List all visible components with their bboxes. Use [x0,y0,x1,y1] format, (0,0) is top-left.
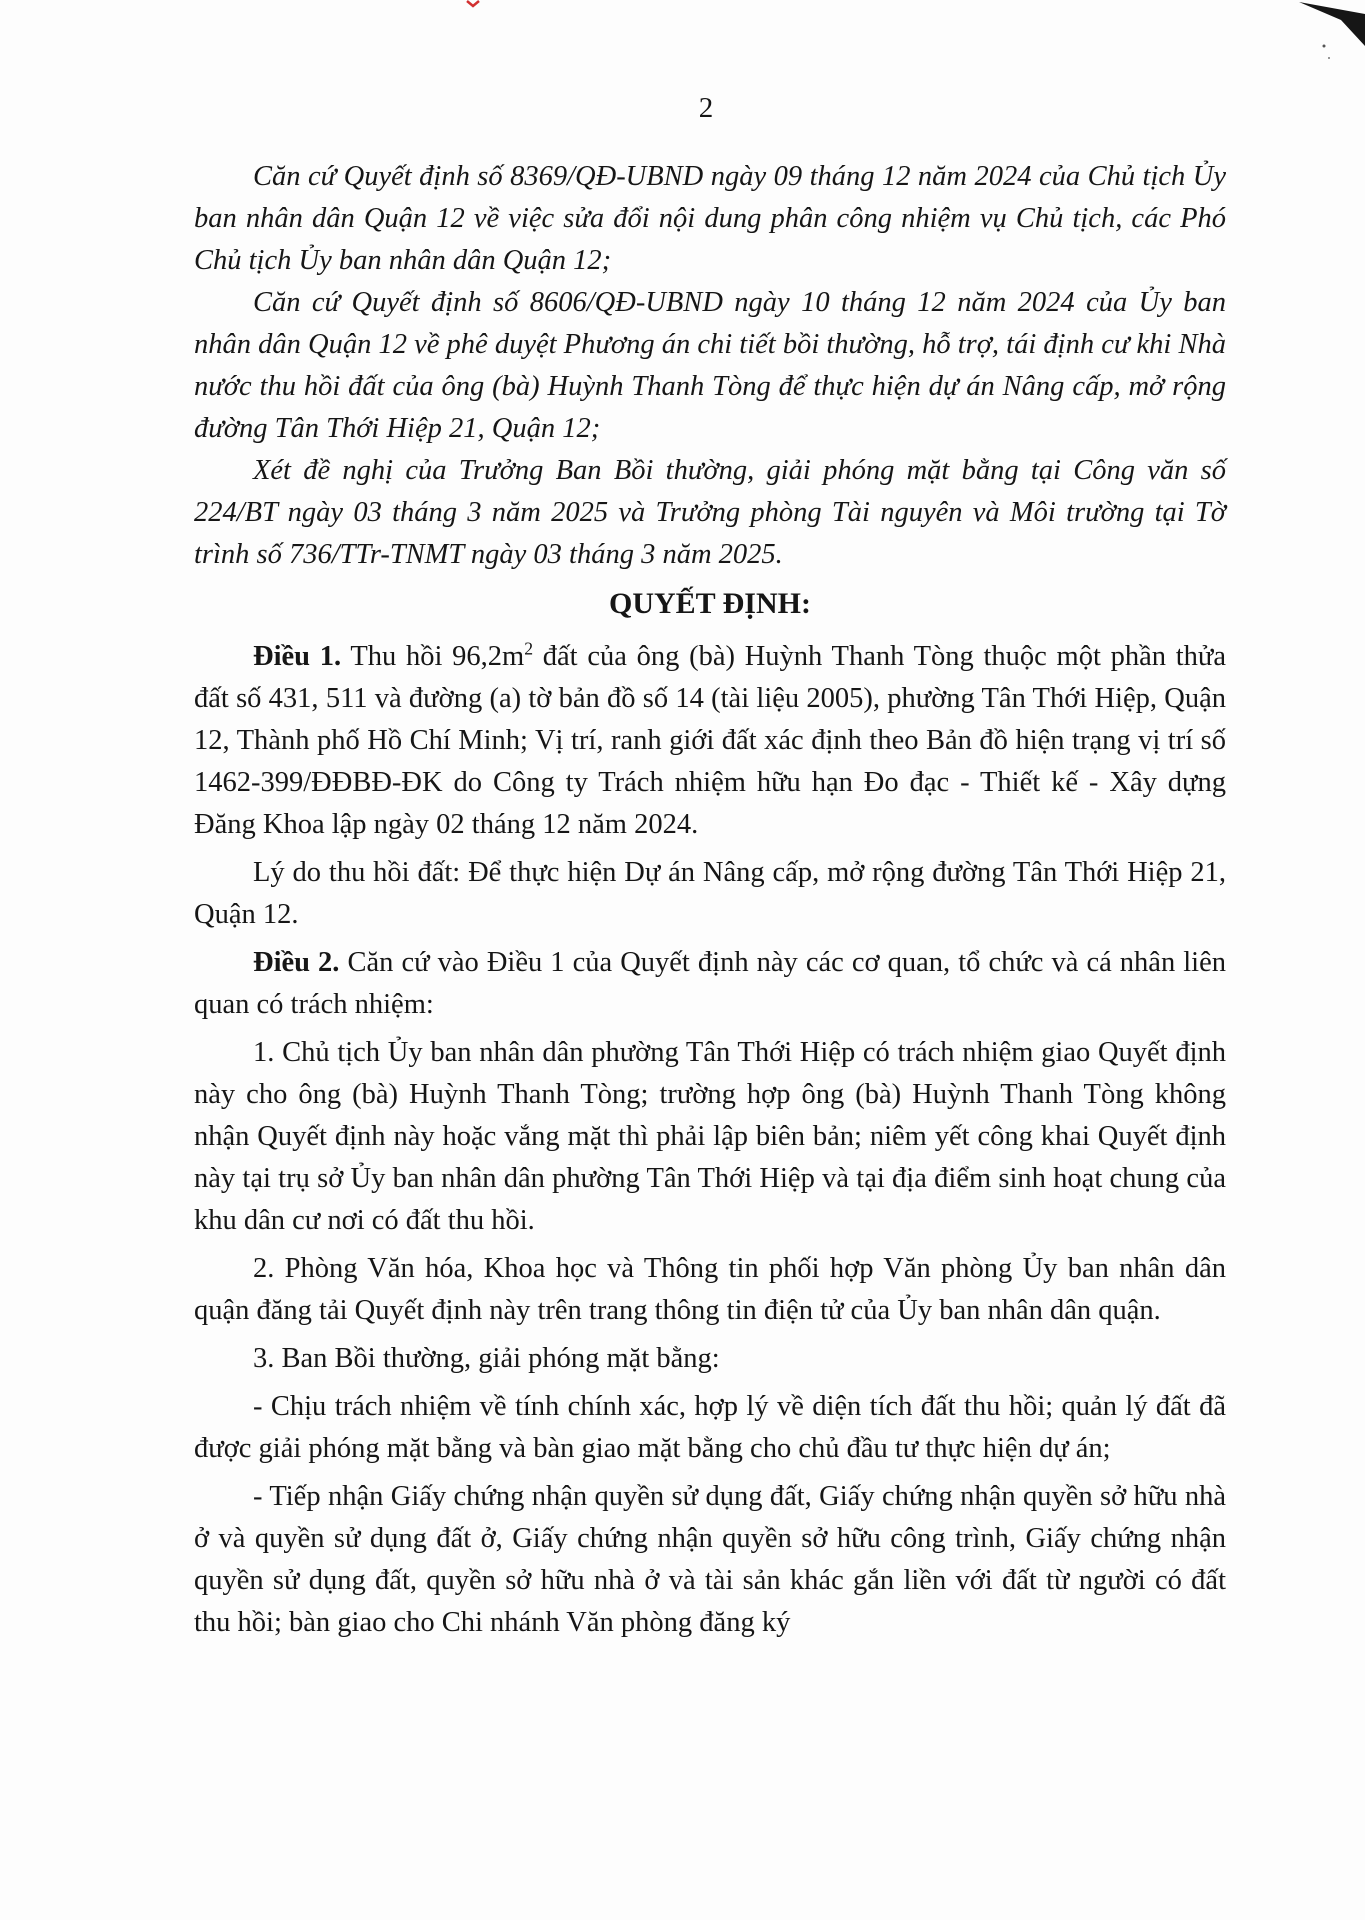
red-corner-mark [466,0,480,8]
scan-corner-fold [1255,0,1365,70]
article-1-text-end: đất của ông (bà) Huỳnh Thanh Tòng thuộc một phần thửa đất số 431, 511 và đường (a) tờ bản đồ số 14 (tài liệu 2005), phường Tân Thới Hiệp, Quận 12, Thành phố Hồ Chí Minh; Vị trí, ranh giới đất xác định theo Bản đồ hiện trạng vị trí số 1462-399/ĐĐBĐ-ĐK do Công ty Trách nhiệm hữu hạn Đo đạc - Thiết kế - Xây dựng Đăng Khoa lập ngày 02 tháng 12 năm 2024. [194,641,1227,840]
article-2-item-2: 2. Phòng Văn hóa, Khoa học và Thông tin phối hợp Văn phòng Ủy ban nhân dân quận đăng tải Quyết định này trên trang thông tin điện tử của Ủy ban nhân dân quận. [194,1253,1226,1326]
document-body [194,156,1226,1644]
article-2-item-3-bullet-1: - Chịu trách nhiệm về tính chính xác, hợp lý về diện tích đất thu hồi; quản lý đất đã được giải phóng mặt bằng và bàn giao mặt bằng cho chủ đầu tư thực hiện dự án; [194,1391,1226,1464]
article-1-paragraph [194,636,1226,846]
article-1-text-start: Thu hồi 96,2m [341,641,525,672]
article-2-text: Căn cứ vào Điều 1 của Quyết định này các cơ quan, tổ chức và cá nhân liên quan có trách nhiệm: [194,947,1227,1020]
preamble-paragraph-2: Căn cứ Quyết định số 8606/QĐ-UBND ngày 10 tháng 12 năm 2024 của Ủy ban nhân dân Quận 12 về phê duyệt Phương án chi tiết bồi thường, hỗ trợ, tái định cư khi Nhà nước thu hồi đất của ông (bà) Huỳnh Thanh Tòng để thực hiện dự án Nâng cấp, mở rộng đường Tân Thới Hiệp 21, Quận 12; [194,287,1226,444]
article-2-paragraph [194,942,1226,1026]
preamble-paragraph-1: Căn cứ Quyết định số 8369/QĐ-UBND ngày 09 tháng 12 năm 2024 của Chủ tịch Ủy ban nhân dân Quận 12 về việc sửa đổi nội dung phân công nhiệm vụ Chủ tịch, các Phó Chủ tịch Ủy ban nhân dân Quận 12; [194,161,1226,276]
area-unit-superscript: 2 [524,638,534,659]
article-2-item-3-bullet-2: - Tiếp nhận Giấy chứng nhận quyền sử dụng đất, Giấy chứng nhận quyền sở hữu nhà ở và quyền sử dụng đất ở, Giấy chứng nhận quyền sở hữu công trình, Giấy chứng nhận quyền sử dụng đất, quyền sở hữu nhà ở và tài sản khác gắn liền với đất từ người có đất thu hồi; bàn giao cho Chi nhánh Văn phòng đăng ký [194,1481,1226,1638]
article-1-reason: Lý do thu hồi đất: Để thực hiện Dự án Nâng cấp, mở rộng đường Tân Thới Hiệp 21, Quận 12. [194,857,1226,930]
preamble-paragraph-3: Xét đề nghị của Trưởng Ban Bồi thường, giải phóng mặt bằng tại Công văn số 224/BT ngày 03 tháng 3 năm 2025 và Trưởng phòng Tài nguyên và Môi trường tại Tờ trình số 736/TTr-TNMT ngày 03 tháng 3 năm 2025. [194,455,1226,570]
article-2-item-1: 1. Chủ tịch Ủy ban nhân dân phường Tân Thới Hiệp có trách nhiệm giao Quyết định này cho ông (bà) Huỳnh Thanh Tòng; trường hợp ông (bà) Huỳnh Thanh Tòng không nhận Quyết định này hoặc vắng mặt thì phải lập biên bản; niêm yết công khai Quyết định này tại trụ sở Ủy ban nhân dân phường Tân Thới Hiệp và tại địa điểm sinh hoạt chung của khu dân cư nơi có đất thu hồi. [194,1037,1226,1236]
article-2-item-3: 3. Ban Bồi thường, giải phóng mặt bằng: [253,1343,720,1374]
article-2-label: Điều 2. [253,947,340,978]
page-number: 2 [698,92,714,124]
article-1-label: Điều 1. [253,641,342,672]
decision-heading: QUYẾT ĐỊNH: [609,587,811,620]
